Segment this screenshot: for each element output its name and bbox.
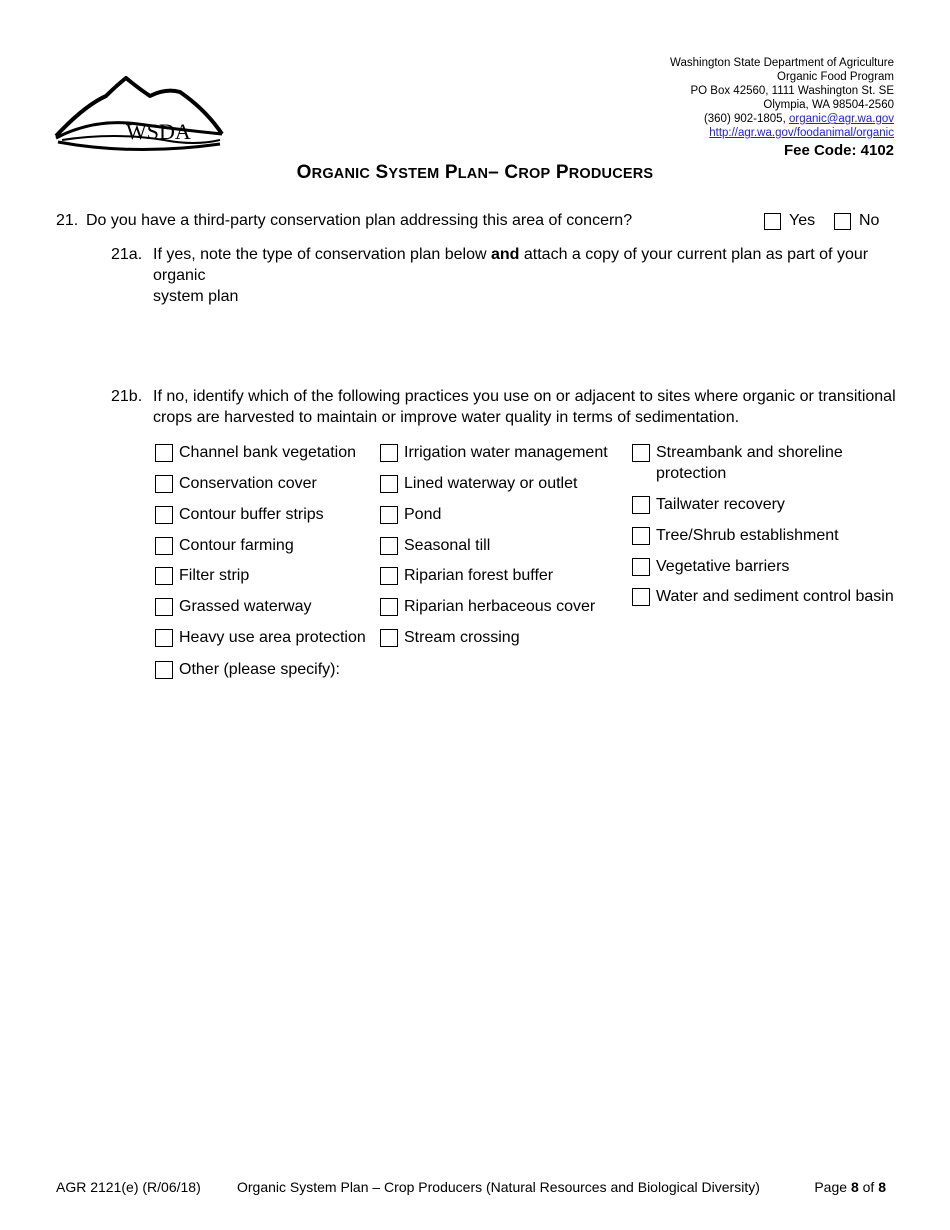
question-21a: 21a. If yes, note the type of conservation plan below and attach a copy of your current plan as part of your organic system plan — [111, 246, 869, 305]
practice-riparian-forest-buffer[interactable]: Riparian forest buffer — [380, 565, 553, 586]
practice-streambank-shoreline-protection[interactable]: Streambank and shoreline protection — [632, 442, 843, 484]
practice-checkbox[interactable] — [632, 496, 650, 514]
practice-stream-crossing[interactable]: Stream crossing — [380, 627, 520, 648]
practice-contour-farming[interactable]: Contour farming — [155, 535, 294, 556]
practice-other[interactable]: Other (please specify): — [155, 659, 340, 680]
question-number: 21. — [56, 212, 79, 229]
phone: (360) 902-1805, — [703, 113, 789, 125]
practice-checkbox[interactable] — [380, 444, 398, 462]
no-option[interactable] — [834, 212, 879, 230]
program-name: Organic Food Program — [777, 71, 894, 83]
question-number: 21a. — [111, 246, 143, 263]
logo-wordmark: WSDA — [126, 119, 191, 144]
practice-checkbox[interactable] — [155, 567, 173, 585]
practice-checkbox[interactable] — [155, 537, 173, 555]
footer-form-number: AGR 2121(e) (R/06/18) — [56, 1179, 201, 1195]
practice-conservation-cover[interactable]: Conservation cover — [155, 473, 317, 494]
practice-pond[interactable]: Pond — [380, 504, 441, 525]
footer-page-number: Page 8 of 8 — [814, 1179, 886, 1195]
website-link[interactable]: http://agr.wa.gov/foodanimal/organic — [709, 127, 894, 139]
practice-water-sediment-control-basin[interactable]: Water and sediment control basin — [632, 586, 894, 607]
practice-checkbox[interactable] — [380, 598, 398, 616]
city-state-zip: Olympia, WA 98504-2560 — [763, 99, 894, 111]
yes-label: Yes — [789, 212, 816, 229]
practice-grassed-waterway[interactable]: Grassed waterway — [155, 596, 312, 617]
yes-option[interactable] — [764, 212, 815, 230]
practice-checkbox[interactable] — [380, 537, 398, 555]
practice-checkbox[interactable] — [155, 661, 173, 679]
question-21 — [56, 212, 632, 230]
practice-checkbox[interactable] — [155, 475, 173, 493]
page-title: ORGANIC SYSTEM PLAN– CROP PRODUCERS — [296, 162, 654, 183]
practice-checkbox[interactable] — [632, 588, 650, 606]
practice-checkbox[interactable] — [632, 444, 650, 462]
practice-checkbox[interactable] — [380, 475, 398, 493]
practice-filter-strip[interactable]: Filter strip — [155, 565, 249, 586]
practice-tailwater-recovery[interactable]: Tailwater recovery — [632, 494, 785, 515]
contact-line — [670, 112, 894, 126]
practice-tree-shrub-establishment[interactable]: Tree/Shrub establishment — [632, 525, 839, 546]
practice-checkbox[interactable] — [155, 506, 173, 524]
yes-checkbox[interactable] — [764, 213, 781, 230]
practice-vegetative-barriers[interactable]: Vegetative barriers — [632, 556, 789, 577]
practice-checkbox[interactable] — [155, 444, 173, 462]
practice-riparian-herbaceous-cover[interactable]: Riparian herbaceous cover — [380, 596, 595, 617]
practice-irrigation-water-management[interactable]: Irrigation water management — [380, 442, 608, 463]
practice-checkbox[interactable] — [155, 629, 173, 647]
agency-address-block — [670, 56, 894, 159]
po-box: PO Box 42560, 1111 Washington St. SE — [690, 85, 894, 97]
wsda-logo — [54, 74, 224, 152]
practice-checkbox[interactable] — [380, 567, 398, 585]
practice-checkbox[interactable] — [380, 629, 398, 647]
practice-checkbox[interactable] — [632, 527, 650, 545]
practice-contour-buffer-strips[interactable]: Contour buffer strips — [155, 504, 324, 525]
question-21b: 21b. If no, identify which of the following practices you use on or adjacent to sites where organic or transitional crops are harvested to maintain or improve water quality in terms of sedimentation. — [111, 388, 896, 426]
email-link[interactable]: organic@agr.wa.gov — [788, 113, 894, 125]
practice-channel-bank-vegetation[interactable]: Channel bank vegetation — [155, 442, 356, 463]
fee-code: Fee Code: 4102 — [783, 142, 894, 159]
question-number: 21b. — [111, 388, 143, 405]
agency-name: Washington State Department of Agriculture — [670, 57, 894, 69]
practice-checkbox[interactable] — [632, 558, 650, 576]
practice-lined-waterway[interactable]: Lined waterway or outlet — [380, 473, 577, 494]
practice-heavy-use-area-protection[interactable]: Heavy use area protection — [155, 627, 366, 648]
footer-form-title: Organic System Plan – Crop Producers (Natural Resources and Biological Diversity) — [237, 1179, 760, 1195]
practice-checkbox[interactable] — [380, 506, 398, 524]
practice-seasonal-till[interactable]: Seasonal till — [380, 535, 490, 556]
no-label: No — [859, 212, 880, 229]
question-text: Do you have a third-party conservation plan addressing this area of concern? — [86, 212, 633, 229]
practice-checkbox[interactable] — [155, 598, 173, 616]
no-checkbox[interactable] — [834, 213, 851, 230]
